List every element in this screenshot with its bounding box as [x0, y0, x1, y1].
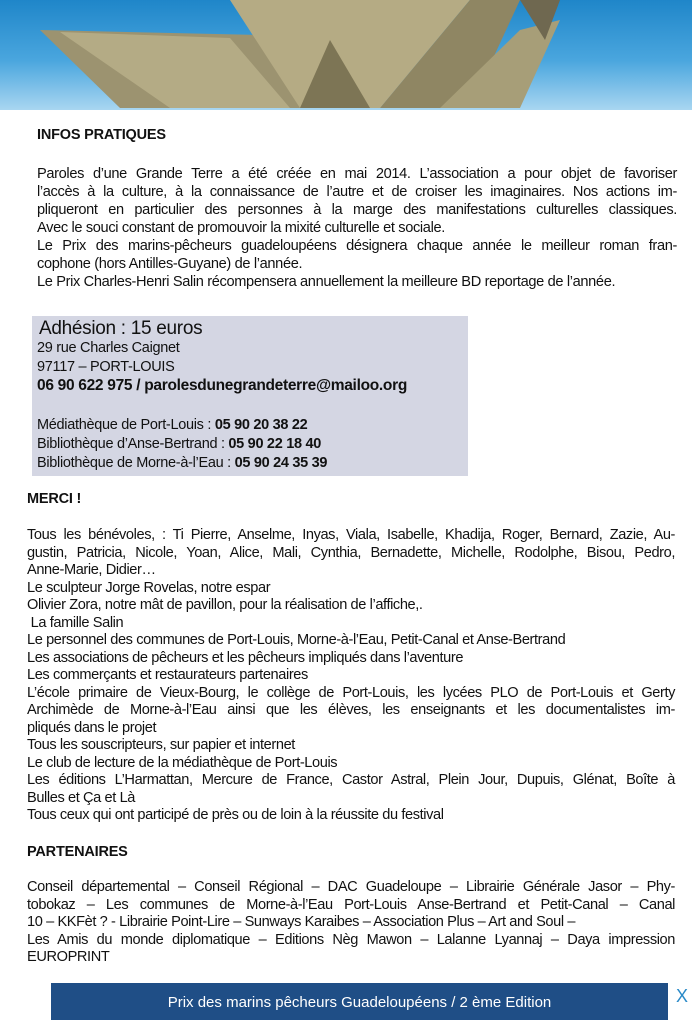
partenaires-line: Conseil départemental – Conseil Régional – DAC Guadeloupe – Librairie Générale Jasor – Phy- — [27, 879, 675, 895]
partenaires-line: EUROPRINT — [27, 949, 110, 965]
infos-paragraph — [37, 165, 677, 291]
infos-line: Le Prix des marins-pêcheurs guadeloupéens désignera chaque année le meilleur roman fran- — [37, 238, 677, 254]
library-contact — [37, 436, 321, 452]
merci-line: Tous les souscripteurs, sur papier et internet — [27, 737, 295, 753]
merci-title: MERCI ! — [27, 491, 82, 507]
merci-line: Archimède de Morne-à-l’Eau ainsi que les élèves, les enseignants et les documentalistes im- — [27, 702, 675, 718]
merci-line: Le club de lecture de la médiathèque de Port-Louis — [27, 754, 338, 771]
contact-box — [32, 316, 468, 476]
library-name: Bibliothèque de Morne-à-l’Eau : — [37, 455, 235, 471]
infos-title: INFOS PRATIQUES — [37, 127, 166, 143]
phone-email[interactable]: 06 90 622 975 / parolesdunegrandeterre@mailoo.org — [37, 377, 407, 394]
footer-banner: Prix des marins pêcheurs Guadeloupéens / 2 ème Edition — [51, 983, 668, 1020]
infos-line: Paroles d’une Grande Terre a été créée en mai 2014. L’association a pour objet de favoriser — [37, 166, 677, 182]
merci-line: Les associations de pêcheurs et les pêcheurs impliqués dans l’aventure — [27, 649, 464, 666]
merci-line: Tous les bénévoles, : Ti Pierre, Anselme, Inyas, Viala, Isabelle, Khadija, Roger, Bernard, Zazie, Au- — [27, 527, 675, 543]
merci-line: Bulles et Ça et Là — [27, 789, 135, 806]
merci-list — [27, 527, 675, 825]
partenaires-line: 10 – KKFèt ? - Librairie Point-Lire – Sunways Karaibes – Association Plus – Art and Soul – — [27, 914, 576, 930]
library-contact — [37, 417, 307, 433]
infos-line: Le Prix Charles-Henri Salin récompensera annuellement la meilleure BD reportage de l’année. — [37, 274, 616, 290]
paper-boat-illustration — [0, 0, 692, 110]
merci-line: Le personnel des communes de Port-Louis, Morne-à-l’Eau, Petit-Canal et Anse-Bertrand — [27, 632, 566, 648]
address-city: 97117 – PORT-LOUIS — [37, 359, 175, 375]
infos-line: pliqueront en particulier des personnes à la marge des manifestations culturelles classiques. — [37, 202, 677, 218]
merci-line: L’école primaire de Vieux-Bourg, le collège de Port-Louis, les lycées PLO de Port-Louis et Gerty — [27, 684, 675, 701]
address-street: 29 rue Charles Caignet — [37, 340, 180, 356]
infos-line: Avec le souci constant de promouvoir la mixité culturelle et sociale. — [37, 220, 445, 236]
library-phone: 05 90 22 18 40 — [228, 436, 321, 452]
merci-line: Tous ceux qui ont participé de près ou de loin à la réussite du festival — [27, 807, 444, 823]
partenaires-title: PARTENAIRES — [27, 844, 128, 860]
library-contact — [37, 455, 327, 471]
library-phone: 05 90 20 38 22 — [214, 417, 308, 433]
merci-line: La famille Salin — [27, 614, 124, 631]
merci-line: Les commerçants et restaurateurs partenaires — [27, 667, 308, 683]
partenaires-line: Les Amis du monde diplomatique – Editions Nèg Mawon – Lalanne Lyannaj – Daya impression — [27, 931, 675, 948]
merci-line: Les éditions L’Harmattan, Mercure de France, Castor Astral, Plein Jour, Dupuis, Glénat, Boîte à — [27, 772, 675, 788]
header-banner-image — [0, 0, 692, 110]
partenaires-line: tobokaz – Les communes de Morne-à-l’Eau Port-Louis Anse-Bertrand et Petit-Canal – Canal — [27, 896, 675, 913]
infos-line: cophone (hors Antilles-Guyane) de l’année. — [37, 256, 303, 272]
merci-line: Anne-Marie, Didier… — [27, 562, 156, 578]
library-phone: 05 90 24 35 39 — [234, 455, 328, 471]
library-name: Médiathèque de Port-Louis : — [37, 417, 215, 433]
infos-line: l’accès à la culture, à la connaissance de l’autre et de croiser les imaginaires. Nos actions im- — [37, 184, 677, 200]
merci-line: gustin, Patricia, Nicole, Yoan, Alice, Mali, Cynthia, Bernadette, Michelle, Rodolphe, Bisou, Pedro, — [27, 544, 675, 561]
library-name: Bibliothèque d’Anse-Bertrand : — [37, 436, 229, 452]
merci-line: Le sculpteur Jorge Rovelas, notre espar — [27, 579, 271, 596]
partenaires-list — [27, 879, 675, 967]
corner-mark: X — [676, 986, 689, 1006]
merci-line: Olivier Zora, notre mât de pavillon, pour la réalisation de l’affiche,. — [27, 597, 423, 613]
merci-line: pliqués dans le projet — [27, 719, 157, 736]
adhesion-price: Adhésion : 15 euros — [39, 318, 203, 339]
